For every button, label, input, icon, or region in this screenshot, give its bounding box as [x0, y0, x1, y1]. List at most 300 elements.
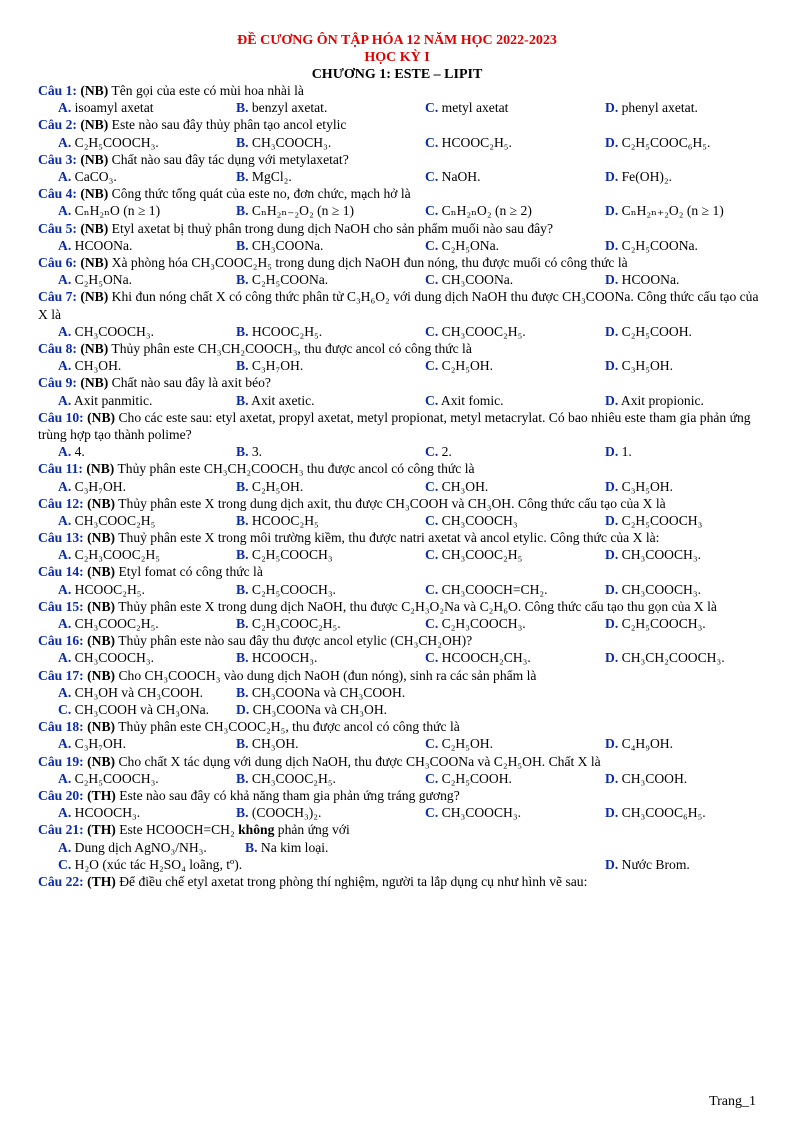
question-level: (TH)	[87, 873, 116, 889]
option-key: C.	[425, 805, 439, 821]
option-text: CH₃COOCH=CH₂.	[441, 581, 548, 597]
question-number: Câu 2:	[38, 117, 77, 133]
option-b	[236, 615, 341, 632]
option-key: A.	[58, 478, 72, 494]
option-a	[58, 839, 207, 856]
option-b	[236, 649, 317, 666]
option-text: HCOOC₂H₅.	[251, 323, 323, 339]
option-row	[38, 271, 762, 288]
question	[38, 82, 762, 116]
option-d	[605, 735, 673, 752]
option-text: Axit panmitic.	[73, 392, 153, 408]
question-level: (NB)	[80, 289, 109, 305]
question-stem	[38, 753, 762, 770]
option-key: C.	[425, 392, 439, 408]
option-text: C₄H₉OH.	[621, 736, 674, 752]
option-text: HCOOCH₃.	[251, 650, 318, 666]
option-b	[236, 323, 322, 340]
option-row	[38, 701, 762, 718]
option-text: CH₃COOC₂H₅.	[74, 616, 159, 632]
option-text: CH₃COOCH₃.	[74, 323, 154, 339]
question-level: (TH)	[87, 788, 116, 804]
question-level: (NB)	[86, 461, 115, 477]
option-text: Fe(OH)₂.	[621, 168, 673, 184]
question-level: (NB)	[87, 753, 116, 769]
question	[38, 116, 762, 150]
option-key: A.	[58, 237, 72, 253]
option-text: CH₃COOCH₃.	[74, 650, 154, 666]
question-text: Este HCOOCH=CH₂	[115, 822, 239, 838]
option-key: B.	[236, 392, 249, 408]
option-key: B.	[236, 134, 249, 150]
question-text: Thủy phân este X trong dung dịch NaOH, thu được C₂H₃O₂Na và C₂H₆O. Công thức cấu tạo thu gọn của X là	[115, 598, 717, 614]
question-number: Câu 11:	[38, 461, 83, 477]
option-key: C.	[425, 650, 439, 666]
option-key: A.	[58, 581, 72, 597]
question-level: (NB)	[80, 375, 109, 391]
option-text: HCOOCH₂CH₃.	[441, 650, 531, 666]
option-text: C₂H₅COOH.	[441, 770, 512, 786]
question-number: Câu 19:	[38, 753, 84, 769]
question-text: Chất nào sau đây là axit béo?	[108, 375, 271, 391]
option-key: B.	[236, 736, 249, 752]
question-stem	[38, 151, 762, 168]
option-text: benzyl axetat.	[251, 100, 328, 116]
option-key: B.	[236, 512, 249, 528]
option-c	[425, 546, 522, 563]
option-key: A.	[58, 547, 72, 563]
option-text: metyl axetat	[441, 100, 509, 116]
option-text: HCOONa.	[74, 237, 133, 253]
option-text: CH₃COONa.	[441, 272, 514, 288]
option-a	[58, 443, 85, 460]
option-key: A.	[58, 272, 72, 288]
option-text: C₂H₃COOC₂H₅	[74, 547, 161, 563]
question-level: (NB)	[87, 667, 116, 683]
option-c	[58, 856, 242, 873]
option-key: A.	[58, 392, 72, 408]
option-key: C.	[425, 203, 439, 219]
option-text: CH₃COOC₂H₅	[441, 547, 523, 563]
option-row	[38, 839, 762, 856]
option-text: C₂H₅ONa.	[441, 237, 500, 253]
question-number: Câu 1:	[38, 83, 77, 98]
option-row	[38, 512, 762, 529]
option-key: B.	[236, 168, 249, 184]
option-key: D.	[605, 444, 619, 460]
option-text: C₂H₅COOCH₃.	[74, 134, 159, 150]
option-a	[58, 735, 126, 752]
option-key: B.	[236, 203, 249, 219]
option-b	[236, 581, 336, 598]
option-text: Na kim loại.	[260, 839, 329, 855]
option-key: B.	[236, 237, 249, 253]
option-b	[236, 684, 405, 701]
option-key: C.	[58, 702, 72, 718]
question-text: Công thức tổng quát của este no, đơn chức, mạch hở là	[108, 186, 411, 202]
option-d	[605, 323, 692, 340]
question-text: Thủy phân este nào sau đây thu được ancol etylic (CH₃CH₂OH)?	[115, 633, 473, 649]
option-text: 3.	[251, 444, 263, 460]
option-text: Dung dịch AgNO₃/NH₃.	[74, 839, 207, 855]
question-text: Để điều chế etyl axetat trong phòng thí nghiệm, người ta lắp dụng cụ như hình vẽ sau:	[115, 873, 588, 889]
option-text: CₙH₂ₙ₋₂O₂ (n ≥ 1)	[251, 203, 355, 219]
question-stem	[38, 667, 762, 684]
option-row	[38, 804, 762, 821]
question	[38, 787, 762, 821]
option-text: C₂H₅COOCH₃.	[74, 770, 159, 786]
option-text: CH₃CH₂COOCH₃.	[621, 650, 725, 666]
option-key: C.	[425, 736, 439, 752]
option-c	[425, 202, 532, 219]
option-a	[58, 804, 140, 821]
option-c	[425, 735, 493, 752]
option-text: H₂O (xúc tác H₂SO₄ loãng, tº).	[74, 856, 243, 872]
question-stem	[38, 873, 762, 890]
option-key: C.	[425, 444, 439, 460]
option-d	[605, 856, 690, 873]
option-text: CH₃COOCH₃	[441, 512, 518, 528]
question	[38, 288, 762, 340]
option-key: B.	[236, 650, 249, 666]
question-text: Cho chất X tác dụng với dung dịch NaOH, thu được CH₃COONa và C₂H₅OH. Chất X là	[115, 753, 601, 769]
option-key: D.	[605, 856, 619, 872]
option-a	[58, 357, 121, 374]
option-text: isoamyl axetat	[74, 100, 154, 116]
option-row	[38, 615, 762, 632]
question-emphasis: không	[238, 822, 275, 838]
option-d	[236, 701, 387, 718]
option-text: CH₃COOC₂H₅.	[441, 323, 526, 339]
option-d	[605, 99, 698, 116]
option-key: C.	[425, 581, 439, 597]
question-number: Câu 22:	[38, 873, 84, 889]
option-key: A.	[58, 616, 72, 632]
option-key: B.	[236, 323, 249, 339]
question	[38, 151, 762, 185]
option-key: C.	[425, 770, 439, 786]
option-c	[425, 134, 512, 151]
option-a	[58, 546, 160, 563]
option-key: A.	[58, 839, 72, 855]
option-text: C₂H₅COONa.	[251, 272, 329, 288]
option-text: C₃H₇OH.	[251, 358, 304, 374]
option-key: A.	[58, 444, 72, 460]
option-text: CH₃COOC₂H₅	[74, 512, 156, 528]
option-text: C₃H₇OH.	[74, 736, 127, 752]
option-row	[38, 649, 762, 666]
question-text: Cho CH₃COOCH₃ vào dung dịch NaOH (đun nóng), sinh ra các sản phẩm là	[115, 667, 537, 683]
option-row	[38, 581, 762, 598]
question-list	[38, 82, 762, 890]
semester-title: HỌC KỲ I	[364, 50, 430, 65]
option-row	[38, 856, 762, 873]
question-stem	[38, 185, 762, 202]
option-b	[236, 512, 319, 529]
option-text: HCOOC₂H₅	[251, 512, 319, 528]
option-key: A.	[58, 203, 72, 219]
question-stem	[38, 718, 762, 735]
option-a	[58, 770, 159, 787]
option-key: B.	[236, 616, 249, 632]
option-key: D.	[605, 512, 619, 528]
question-number: Câu 5:	[38, 220, 77, 236]
option-text: CH₃COOCH₃.	[441, 805, 521, 821]
question-stem	[38, 787, 762, 804]
option-key: C.	[425, 272, 439, 288]
question	[38, 821, 762, 873]
question-text: Thủy phân este CH₃COOC₂H₅, thu được ancol có công thức là	[115, 719, 460, 735]
question-text: Cho các este sau: etyl axetat, propyl axetat, metyl propionat, metyl metacrylat. Có bao nhiêu este tham gia phản ứng trùng hợp tạo thành polime?	[38, 409, 751, 442]
option-a	[58, 202, 160, 219]
page-number: Trang_1	[709, 1094, 756, 1109]
question-number: Câu 13:	[38, 530, 84, 546]
option-row	[38, 443, 762, 460]
option-key: A.	[58, 736, 72, 752]
option-a	[58, 512, 155, 529]
option-d	[605, 237, 698, 254]
option-a	[58, 649, 154, 666]
option-key: C.	[425, 134, 439, 150]
option-key: D.	[236, 702, 250, 718]
option-key: A.	[58, 168, 72, 184]
option-text: 1.	[621, 444, 632, 460]
question-text: Etyl fomat có công thức là	[115, 564, 263, 580]
question-number: Câu 18:	[38, 719, 84, 735]
question-text: Etyl axetat bị thuỷ phân trong dung dịch NaOH cho sản phẩm muối nào sau đây?	[108, 220, 553, 236]
question-number: Câu 8:	[38, 340, 77, 356]
option-c	[425, 323, 526, 340]
option-c	[425, 770, 512, 787]
option-key: A.	[58, 805, 72, 821]
option-c	[425, 615, 526, 632]
question-level: (NB)	[87, 409, 116, 425]
question	[38, 667, 762, 719]
question	[38, 340, 762, 374]
option-b	[236, 168, 292, 185]
option-key: D.	[605, 168, 619, 184]
option-a	[58, 134, 159, 151]
option-key: A.	[58, 512, 72, 528]
question-number: Câu 20:	[38, 788, 84, 804]
option-text: CH₃COOH và CH₃ONa.	[74, 702, 210, 718]
option-key: B.	[236, 581, 249, 597]
option-key: D.	[605, 478, 619, 494]
option-text: Axit propionic.	[620, 392, 704, 408]
option-text: C₂H₅OH.	[441, 736, 494, 752]
question-stem	[38, 220, 762, 237]
question	[38, 632, 762, 666]
option-text: CH₃OH và CH₃COOH.	[74, 684, 204, 700]
option-c	[425, 804, 521, 821]
option-key: A.	[58, 100, 72, 116]
question-stem	[38, 288, 762, 322]
option-key: C.	[425, 237, 439, 253]
option-row	[38, 323, 762, 340]
option-text: C₂H₅ONa.	[74, 272, 133, 288]
question	[38, 563, 762, 597]
option-text: Axit fomic.	[440, 392, 504, 408]
question-text-tail: phản ứng với	[274, 822, 350, 838]
option-key: B.	[236, 478, 249, 494]
option-d	[605, 478, 673, 495]
option-key: D.	[605, 100, 619, 116]
option-a	[58, 271, 132, 288]
option-d	[605, 770, 687, 787]
option-row	[38, 735, 762, 752]
option-key: B.	[236, 684, 249, 700]
option-d	[605, 202, 724, 219]
question-number: Câu 21:	[38, 822, 84, 838]
option-text: CₙH₂ₙO₂ (n ≥ 2)	[441, 203, 532, 219]
option-text: C₂H₅COOCH₃.	[251, 581, 336, 597]
option-text: C₂H₅COOC₆H₅.	[621, 134, 711, 150]
option-key: D.	[605, 616, 619, 632]
option-text: CH₃OH.	[74, 358, 122, 374]
option-key: C.	[425, 168, 439, 184]
option-a	[58, 478, 126, 495]
question-stem	[38, 460, 762, 477]
question	[38, 460, 762, 494]
option-text: C₂H₅COONa.	[621, 237, 698, 253]
option-a	[58, 168, 117, 185]
option-b	[236, 392, 315, 409]
question-stem	[38, 632, 762, 649]
option-text: 4.	[74, 444, 85, 460]
option-d	[605, 134, 710, 151]
option-text: CₙH₂ₙ₊₂O₂ (n ≥ 1)	[621, 203, 724, 219]
option-key: D.	[605, 805, 619, 821]
option-key: C.	[425, 616, 439, 632]
option-d	[605, 392, 704, 409]
question-level: (NB)	[87, 633, 116, 649]
option-text: HCOOCH₃.	[74, 805, 141, 821]
option-a	[58, 323, 154, 340]
option-text: NaOH.	[441, 168, 481, 184]
option-key: D.	[605, 650, 619, 666]
option-c	[425, 478, 488, 495]
option-c	[58, 701, 209, 718]
option-key: B.	[236, 100, 249, 116]
question-number: Câu 15:	[38, 598, 84, 614]
document-header	[0, 32, 794, 83]
question	[38, 185, 762, 219]
question-stem	[38, 254, 762, 271]
question-level: (NB)	[87, 719, 116, 735]
question-level: (NB)	[80, 117, 109, 133]
option-d	[605, 443, 632, 460]
question-stem	[38, 374, 762, 391]
option-key: D.	[605, 134, 619, 150]
question-number: Câu 17:	[38, 667, 84, 683]
option-text: C₃H₅OH.	[621, 358, 674, 374]
option-d	[605, 649, 725, 666]
option-text: CH₃COOC₂H₅.	[251, 770, 336, 786]
option-d	[605, 357, 673, 374]
option-text: C₂H₅COOCH₃	[251, 547, 333, 563]
question-stem	[38, 821, 762, 838]
option-text: CH₃COOCH₃.	[251, 134, 332, 150]
option-text: CaCO₃.	[74, 168, 117, 184]
option-key: D.	[605, 547, 619, 563]
question-number: Câu 14:	[38, 564, 84, 580]
option-d	[605, 581, 701, 598]
option-text: CH₃COOCH₃.	[621, 581, 701, 597]
question-level: (NB)	[80, 186, 109, 202]
option-text: Nước Brom.	[621, 856, 690, 872]
option-key: B.	[236, 770, 249, 786]
option-key: B.	[236, 805, 249, 821]
question-stem	[38, 340, 762, 357]
option-text: HCOOC₂H₅.	[441, 134, 512, 150]
option-key: B.	[236, 444, 249, 460]
option-text: CH₃COOC₆H₅.	[621, 805, 706, 821]
question-text: Tên gọi của este có mùi hoa nhài là	[108, 83, 304, 98]
question-text: Este nào sau đây thủy phân tạo ancol etylic	[108, 117, 347, 133]
option-b	[236, 99, 327, 116]
option-text: C₂H₃COOCH₃.	[441, 616, 526, 632]
question	[38, 598, 762, 632]
question	[38, 753, 762, 787]
question	[38, 718, 762, 752]
option-text: C₂H₅OH.	[251, 478, 304, 494]
option-key: B.	[236, 547, 249, 563]
question-text: Khi đun nóng chất X có công thức phân tử C₃H₆O₂ với dung dịch NaOH thu được CH₃COONa. Công thức cấu tạo của X là	[38, 289, 759, 322]
question-number: Câu 10:	[38, 409, 84, 425]
question-text: Xà phòng hóa CH₃COOC₂H₅ trong dung dịch NaOH đun nóng, thu được muối có công thức là	[108, 254, 628, 270]
question	[38, 220, 762, 254]
option-row	[38, 237, 762, 254]
option-row	[38, 357, 762, 374]
option-key: C.	[425, 478, 439, 494]
question-text: Este nào sau đây có khả năng tham gia phản ứng tráng gương?	[115, 788, 460, 804]
question-level: (NB)	[87, 564, 116, 580]
option-key: A.	[58, 323, 72, 339]
question-level: (NB)	[80, 254, 109, 270]
question-level: (NB)	[87, 530, 116, 546]
question-level: (NB)	[80, 220, 109, 236]
option-text: Axit axetic.	[251, 392, 315, 408]
option-a	[58, 684, 203, 701]
chapter-title: CHƯƠNG 1: ESTE – LIPIT	[311, 67, 483, 82]
option-key: C.	[425, 512, 439, 528]
option-d	[605, 546, 701, 563]
question-stem	[38, 82, 762, 99]
question-number: Câu 3:	[38, 151, 77, 167]
option-c	[425, 392, 504, 409]
question-number: Câu 4:	[38, 186, 77, 202]
option-key: B.	[236, 272, 249, 288]
question-level: (TH)	[87, 822, 116, 838]
option-c	[425, 237, 499, 254]
option-key: C.	[425, 323, 439, 339]
option-row	[38, 202, 762, 219]
option-text: CH₃COONa.	[251, 237, 324, 253]
option-key: A.	[58, 770, 72, 786]
option-c	[425, 99, 508, 116]
option-key: C.	[425, 358, 439, 374]
question-text: Thủy phân este X trong dung dịch axit, thu được CH₃COOH và CH₃OH. Công thức cấu tạo của X là	[115, 495, 666, 511]
option-d	[605, 168, 672, 185]
option-row	[38, 478, 762, 495]
option-text: C₂H₅COOH.	[621, 323, 692, 339]
option-b	[236, 237, 323, 254]
option-text: CH₃COONa và CH₃COOH.	[251, 684, 406, 700]
question-number: Câu 6:	[38, 254, 77, 270]
option-key: B.	[245, 839, 258, 855]
option-text: 2.	[441, 444, 452, 460]
question-level: (NB)	[87, 495, 116, 511]
